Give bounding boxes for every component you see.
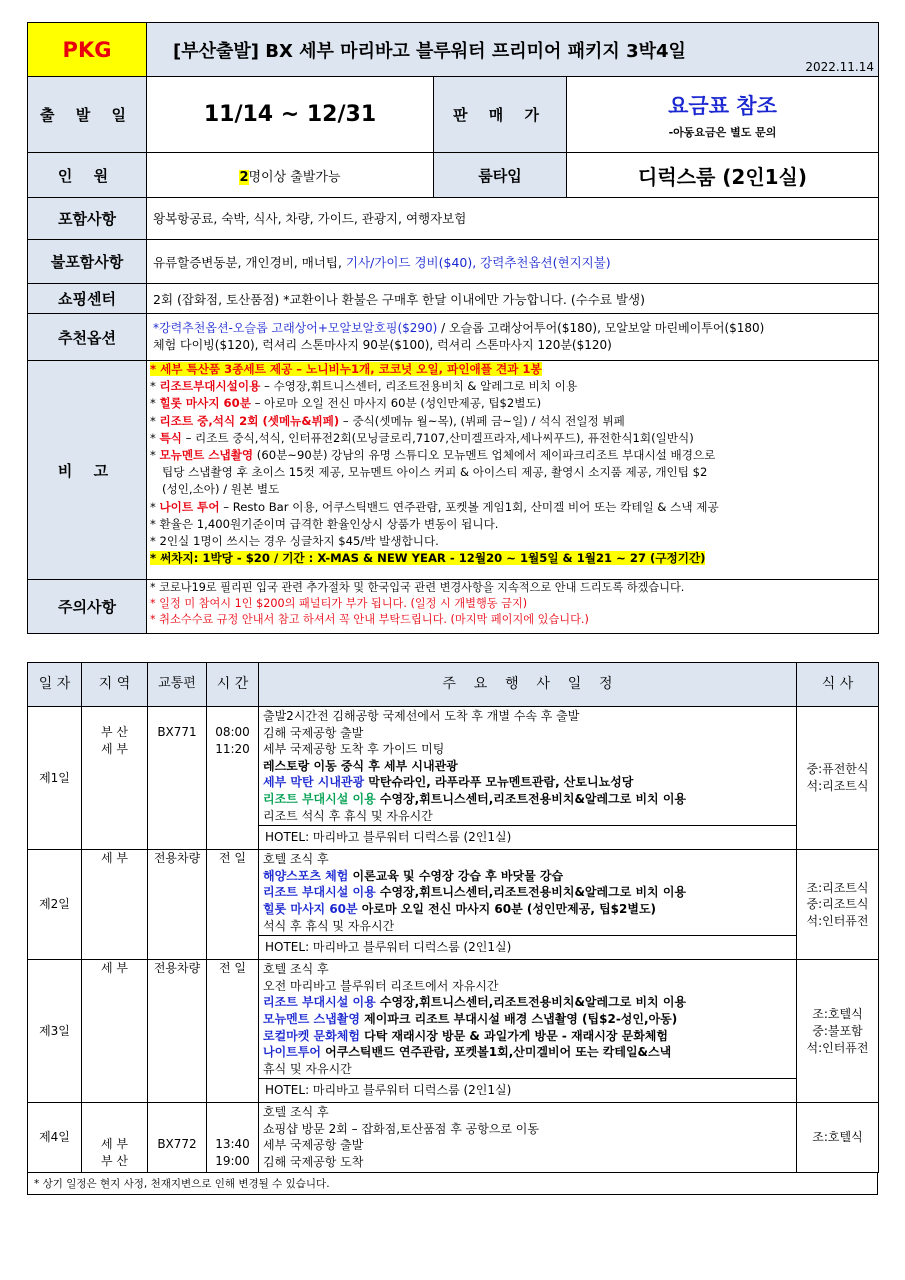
remark-1: * 세부 특산품 3종세트 제공 – 노니비누1개, 코코넛 오일, 파인애플 견과 1봉 bbox=[150, 362, 542, 376]
remark-10: * 환율은 1,400원기준이며 급격한 환율인상시 상품가 변동이 됩니다. bbox=[150, 516, 499, 531]
day2-time: 전 일 bbox=[207, 850, 259, 960]
caution-1: * 코로나19로 필리핀 입국 관련 추가절차 및 한국입국 관련 변경사항을 지속적으로 안내 드리도록 하겠습니다. bbox=[150, 581, 685, 594]
issue-date: 2022.11.14 bbox=[805, 60, 875, 74]
day1-time: 08:00 11:20 bbox=[207, 707, 259, 850]
col-day: 일 자 bbox=[28, 663, 82, 707]
col-trans: 교통편 bbox=[148, 663, 207, 707]
remark-4: * 리조트 중,석식 2회 (셋메뉴&뷔페) – 중식(셋메뉴 월~목), (뷔페 금~일) / 석식 전일정 뷔페 bbox=[150, 413, 625, 428]
price-note: -아동요금은 별도 문의 bbox=[668, 125, 777, 139]
schedule-footnote: * 상기 일정은 현지 사정, 천재지변으로 인해 변경될 수 있습니다. bbox=[27, 1173, 878, 1195]
day3-area: 세 부 bbox=[82, 960, 148, 1103]
remark-6: * 모뉴멘트 스냅촬영 (60분~90분) 강남의 유명 스튜디오 모뉴멘트 업체에서 제이파크리조트 부대시설 배경으로 bbox=[150, 448, 716, 463]
col-main: 주 요 행 사 일 정 bbox=[259, 663, 797, 707]
day3-time: 전 일 bbox=[207, 960, 259, 1103]
caution-label: 주의사항 bbox=[28, 580, 147, 634]
options-line1: / 오슬롭 고래상어투어($180), 모알보알 마린베이투어($180) bbox=[437, 321, 765, 335]
day2-hotel: HOTEL: 마리바고 블루워터 디럭스룸 (2인1실) bbox=[259, 936, 797, 960]
day1-meal: 중:퓨전한식 석:리조트식 bbox=[797, 707, 879, 850]
day3-label: 제3일 bbox=[28, 960, 82, 1103]
day3-hotel: HOTEL: 마리바고 블루워터 디럭스룸 (2인1실) bbox=[259, 1079, 797, 1103]
day3-row bbox=[28, 960, 879, 1079]
day2-row bbox=[28, 850, 879, 936]
col-area: 지 역 bbox=[82, 663, 148, 707]
shopping-label: 쇼핑센터 bbox=[28, 284, 147, 314]
remark-11: * 2인실 1명이 쓰시는 경우 싱글차지 $45/박 발생합니다. bbox=[150, 534, 439, 549]
day1-hotel: HOTEL: 마리바고 블루워터 디럭스룸 (2인1실) bbox=[259, 826, 797, 850]
price-label: 판 매 가 bbox=[434, 77, 567, 153]
include-value: 왕복항공료, 숙박, 식사, 차량, 가이드, 관광지, 여행자보험 bbox=[147, 198, 879, 240]
remark-9: * 나이트 투어 – Resto Bar 이용, 어쿠스틱밴드 연주관람, 포켓볼 게임1회, 산미겔 비어 또는 칵테일 & 스낵 제공 bbox=[150, 499, 719, 514]
include-label: 포함사항 bbox=[28, 198, 147, 240]
remarks-label: 비 고 bbox=[28, 361, 147, 580]
remarks-value bbox=[147, 361, 879, 580]
title-cell bbox=[147, 23, 879, 77]
exclude-text: 유류할증변동분, 개인경비, 매너팁, bbox=[153, 254, 346, 270]
room-label: 룸타입 bbox=[434, 153, 567, 198]
people-min: 2 bbox=[239, 169, 249, 185]
day1-trans: BX771 bbox=[148, 707, 207, 850]
remark-2: * 리조트부대시설이용 – 수영장,휘트니스센터, 리조트전용비치 & 알레그로 비치 이용 bbox=[150, 379, 578, 394]
depart-label: 출 발 일 bbox=[28, 77, 147, 153]
remark-8: (성인,소아) / 원본 별도 bbox=[162, 482, 280, 497]
schedule-header-row bbox=[28, 663, 879, 707]
caution-3: * 취소수수료 규정 안내서 참고 하셔서 꼭 안내 부탁드립니다. (마지막 페이지에 있습니다.) bbox=[150, 613, 589, 626]
col-meal: 식 사 bbox=[797, 663, 879, 707]
day2-meal: 조:리조트식 중:리조트식 석:인터퓨전 bbox=[797, 850, 879, 960]
col-time: 시 간 bbox=[207, 663, 259, 707]
people-text: 명이상 출발가능 bbox=[248, 169, 341, 185]
room-value: 디럭스룸 (2인1실) bbox=[567, 153, 879, 198]
day1-label: 제1일 bbox=[28, 707, 82, 850]
remark-3: * 힐롯 마사지 60분 – 아로마 오일 전신 마사지 60분 (성인만제공, 팁$2별도) bbox=[150, 396, 542, 411]
caution-value bbox=[147, 580, 879, 634]
price-value: 요금표 참조 bbox=[668, 93, 777, 118]
day2-area: 세 부 bbox=[82, 850, 148, 960]
day3-trans: 전용차량 bbox=[148, 960, 207, 1103]
pkg-cell: PKG bbox=[28, 23, 147, 77]
package-title: [부산출발] BX 세부 마리바고 블루워터 프리미어 패키지 3박4일 bbox=[173, 40, 686, 62]
day4-row bbox=[28, 1103, 879, 1172]
day1-schedule: 출발2시간전 김해공항 국제선에서 도착 후 개별 수속 후 출발 김해 국제공항 출발 세부 국제공항 도착 후 가이드 미팅 레스토랑 이동 중식 후 세부 시내관광 세부 막탄 시내관광 막탄슈라인, 라푸라푸 모뉴멘트관람, 산토니뇨성당 리조트 부대시설 이용 수영장,휘트니스센터,리조트전용비치&알레그로 비치 이용 리조트 석식 후 휴식 및 자유시간 bbox=[259, 707, 797, 826]
day4-label: 제4일 bbox=[28, 1103, 82, 1172]
price-cell bbox=[567, 77, 879, 153]
exclude-text-blue: 기사/가이드 경비($40), 강력추천옵션(현지지불) bbox=[345, 254, 611, 270]
remark-5: * 특식 – 리조트 중식,석식, 인터퓨전2회(모닝글로리,7107,산미겔프라자,세나씨푸드), 퓨전한식1회(일반식) bbox=[150, 430, 694, 445]
people-value bbox=[147, 153, 434, 198]
shopping-value: 2회 (잡화점, 토산품점) *교환이나 환불은 구매후 한달 이내에만 가능합니다. (수수료 발생) bbox=[147, 284, 879, 314]
remark-7: 팁당 스냅촬영 후 초이스 15컷 제공, 모뉴멘트 아이스 커피 & 아이스티 제공, 촬영시 소지품 제공, 개인팁 $2 bbox=[162, 465, 708, 480]
day2-trans: 전용차량 bbox=[148, 850, 207, 960]
options-label: 추천옵션 bbox=[28, 314, 147, 361]
day1-row bbox=[28, 707, 879, 826]
caution-2: * 일정 미 참여시 1인 $200의 패널티가 부가 됩니다. (일정 시 개별행동 금지) bbox=[150, 597, 528, 610]
options-highlight: *강력추천옵션-오슬롭 고래상어+모알보알호핑($290) bbox=[153, 321, 438, 335]
day4-trans: BX772 bbox=[148, 1103, 207, 1172]
schedule-table bbox=[27, 662, 879, 1173]
exclude-label: 불포함사항 bbox=[28, 240, 147, 284]
depart-value: 11/14 ~ 12/31 bbox=[147, 77, 434, 153]
remark-12: * 써차지: 1박당 - $20 / 기간 : X-MAS & NEW YEAR - 12월20 ~ 1월5일 & 1월21 ~ 27 (구정기간) bbox=[150, 551, 706, 566]
people-label: 인 원 bbox=[28, 153, 147, 198]
day3-meal: 조:호텔식 중:불포함 석:인터퓨전 bbox=[797, 960, 879, 1103]
day4-meal: 조:호텔식 bbox=[797, 1103, 879, 1172]
day4-time: 13:40 19:00 bbox=[207, 1103, 259, 1172]
day4-schedule: 호텔 조식 후 쇼핑샵 방문 2회 – 잡화점,토산품점 후 공항으로 이동 세부 국제공항 출발 김해 국제공항 도착 bbox=[259, 1103, 797, 1172]
day2-schedule: 호텔 조식 후 해양스포츠 체험 이론교육 및 수영장 강습 후 바닷물 강습 리조트 부대시설 이용 수영장,휘트니스센터,리조트전용비치&알레그로 비치 이용 힐롯 마사지 60분 아로마 오일 전신 마사지 60분 (성인만제공, 팁$2별도) 석식 후 휴식 및 자유시간 bbox=[259, 850, 797, 936]
options-value bbox=[147, 314, 879, 361]
day3-schedule: 호텔 조식 후 오전 마리바고 블루워터 리조트에서 자유시간 리조트 부대시설 이용 수영장,휘트니스센터,리조트전용비치&알레그로 비치 이용 모뉴멘트 스냅촬영 제이파크 리조트 부대시설 배경 스냅촬영 (팁$2-성인,아동) 로컬마켓 문화체험 다탁 재래시장 방문 & 과일가게 방문 - 재래시장 문화체험 나이트투어 어쿠스틱밴드 연주관람, 포켓볼1회,산미겔비어 또는 칵테일&스낵 휴식 및 자유시간 bbox=[259, 960, 797, 1079]
exclude-value bbox=[147, 240, 879, 284]
day4-area: 세 부 부 산 bbox=[82, 1103, 148, 1172]
day1-area: 부 산 세 부 bbox=[82, 707, 148, 850]
day2-label: 제2일 bbox=[28, 850, 82, 960]
package-info-table bbox=[27, 22, 879, 634]
options-line2: 체험 다이빙($120), 럭셔리 스톤마사지 90분($100), 럭셔리 스톤마사지 120분($120) bbox=[153, 338, 612, 352]
